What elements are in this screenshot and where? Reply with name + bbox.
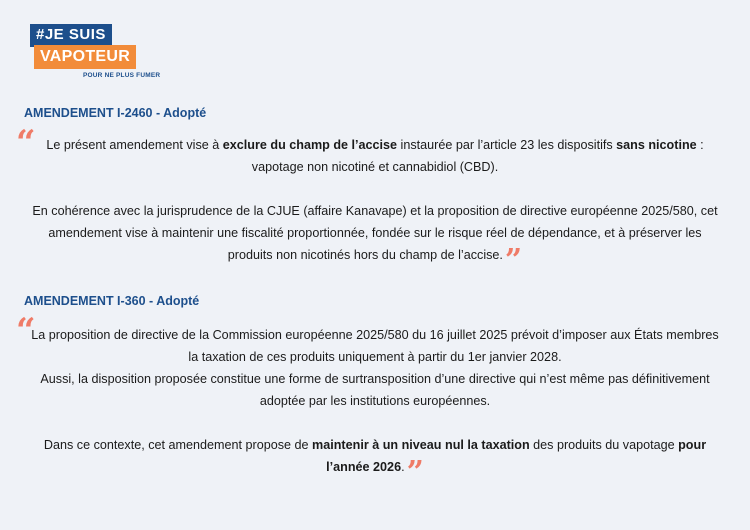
amendment-2-paragraph-1: La proposition de directive de la Commission européenne 2025/580 du 16 juillet 2025 prévoit d’imposer aux États membres la taxation de ces produits uniquement à partir du 1er janvier 2028. (31, 328, 719, 364)
amendment-1-paragraph-1: Le présent amendement vise à exclure du champ de l’accise instaurée par l’article 23 les dispositifs sans nicotine : vapotage non nicotiné et cannabidiol (CBD). (46, 138, 704, 174)
logo-tagline: POUR NE PLUS FUMER (83, 72, 161, 79)
quote-close-icon: ” (406, 455, 424, 490)
quote-close-icon: ” (504, 243, 523, 278)
emphasis: sans nicotine (616, 138, 697, 152)
logo-line1: #JE SUIS (30, 24, 112, 47)
emphasis: pour l’année 2026 (326, 438, 707, 474)
emphasis: maintenir à un niveau nul la taxation (312, 438, 530, 452)
amendment-2-title: AMENDEMENT I-360 - Adopté (24, 294, 200, 308)
logo (30, 24, 160, 86)
amendment-1-paragraph-2: En cohérence avec la jurisprudence de la CJUE (affaire Kanavape) et la proposition de directive européenne 2025/580, cet amendement vise à maintenir une fiscalité proportionnée, fondée sur le risque réel de dépendance, et à préserver les produits non nicotinés hors du champ de l’accise.” (32, 204, 718, 278)
amendment-1-title: AMENDEMENT I-2460 - Adopté (24, 106, 207, 120)
logo-line2: VAPOTEUR (34, 45, 136, 69)
emphasis: exclure du champ de l’accise (222, 138, 398, 152)
amendment-2-paragraph-3: Dans ce contexte, cet amendement propose de maintenir à un niveau nul la taxation des produits du vapotage pour l’année 2026.” (43, 438, 707, 490)
amendment-2-paragraph-2: Aussi, la disposition proposée constitue une forme de surtransposition d’une directive qui n’est même pas définitivement adoptée par les institutions européennes. (40, 372, 710, 408)
quote-open-icon: “ (16, 123, 36, 163)
quote-open-icon: “ (16, 311, 36, 351)
